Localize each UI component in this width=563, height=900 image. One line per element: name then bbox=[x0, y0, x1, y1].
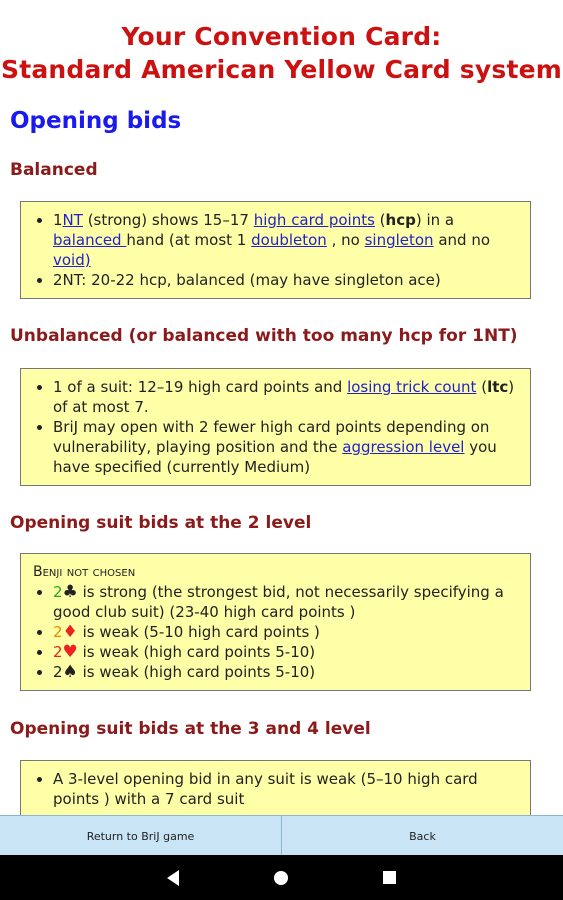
balanced-box bbox=[20, 201, 531, 299]
ltc-abbrev: ltc bbox=[487, 378, 509, 396]
aggression-level-link[interactable]: aggression level bbox=[342, 438, 465, 456]
page-title bbox=[0, 20, 563, 86]
spade-icon: ♠ bbox=[62, 662, 78, 682]
two-spades-item bbox=[53, 662, 520, 682]
text: ) of at most 7. bbox=[53, 378, 515, 416]
singleton-link[interactable]: singleton bbox=[364, 231, 434, 249]
diamond-icon: ♦ bbox=[62, 622, 78, 642]
balanced-item-1nt bbox=[53, 210, 520, 270]
opening-bids-heading: Opening bids bbox=[10, 108, 182, 134]
nav-back-icon[interactable] bbox=[167, 870, 179, 886]
nav-home-icon[interactable] bbox=[274, 871, 288, 885]
text: BriJ may open with 2 fewer high card points depending on vulnerability, playing position and the bbox=[53, 418, 490, 456]
void-link[interactable]: void) bbox=[53, 251, 91, 269]
text: ( bbox=[374, 211, 386, 229]
unbalanced-heading: Unbalanced (or balanced with too many hcp for 1NT) bbox=[10, 326, 518, 346]
two-level-box bbox=[20, 553, 531, 691]
unbalanced-item-brij bbox=[53, 417, 520, 477]
page-title-line2: Standard American Yellow Card system bbox=[1, 55, 562, 84]
text: 1 of a suit: 12–19 high card points and bbox=[53, 378, 348, 396]
doubleton-link[interactable]: doubleton bbox=[251, 231, 327, 249]
balanced-item-2nt: • 2NT: 20-22 hcp, balanced (may have singleton ace) bbox=[53, 270, 520, 290]
balanced-link[interactable]: balanced bbox=[53, 231, 127, 249]
text: is weak (5-10 high card points ) bbox=[77, 623, 320, 641]
text: hand (at most 1 bbox=[126, 231, 252, 249]
three-four-level-box bbox=[20, 760, 531, 815]
heart-icon: ♥ bbox=[62, 642, 78, 662]
nt-link[interactable]: NT bbox=[62, 211, 83, 229]
club-icon: ♣ bbox=[62, 582, 78, 602]
text: ) in a bbox=[415, 211, 455, 229]
two-diamonds-item bbox=[53, 622, 520, 642]
nav-recents-icon[interactable] bbox=[383, 871, 396, 884]
page-title-line1: Your Convention Card: bbox=[121, 22, 442, 51]
balanced-heading: Balanced bbox=[10, 160, 98, 180]
benji-note: Benji not chosen bbox=[33, 564, 136, 580]
android-nav-bar bbox=[0, 855, 563, 900]
text: is strong (the strongest bid, not necessarily specifying a good club suit) (23-40 high card points ) bbox=[53, 583, 504, 621]
bottom-button-bar bbox=[0, 815, 563, 856]
bid-level: 2 bbox=[53, 623, 63, 641]
text: is weak (high card points 5-10) bbox=[77, 663, 316, 681]
text: you have specified (currently Medium) bbox=[53, 438, 497, 476]
two-level-heading: Opening suit bids at the 2 level bbox=[10, 513, 312, 533]
return-to-game-button[interactable]: Return to BriJ game bbox=[86, 829, 195, 843]
losing-trick-count-link[interactable]: losing trick count bbox=[347, 378, 477, 396]
bid-level: 2 bbox=[53, 643, 63, 661]
two-clubs-item bbox=[53, 582, 520, 622]
text: , no bbox=[326, 231, 365, 249]
unbalanced-box bbox=[20, 368, 531, 486]
text: 1 bbox=[53, 211, 63, 229]
text: (strong) shows 15–17 bbox=[82, 211, 254, 229]
bid-level: 2 bbox=[53, 663, 63, 681]
text: is weak (high card points 5-10) bbox=[77, 643, 316, 661]
three-four-level-heading: Opening suit bids at the 3 and 4 level bbox=[10, 719, 371, 739]
two-hearts-item bbox=[53, 642, 520, 662]
text: ( bbox=[476, 378, 488, 396]
hcp-abbrev: hcp bbox=[385, 211, 416, 229]
high-card-points-link[interactable]: high card points bbox=[253, 211, 375, 229]
bid-level: 2 bbox=[53, 583, 63, 601]
three-level-item: • A 3-level opening bid in any suit is weak (5–10 high card points ) with a 7 card suit bbox=[53, 769, 520, 809]
unbalanced-item-one-suit bbox=[53, 377, 520, 417]
back-button[interactable]: Back bbox=[281, 816, 563, 856]
text: and no bbox=[433, 231, 491, 249]
